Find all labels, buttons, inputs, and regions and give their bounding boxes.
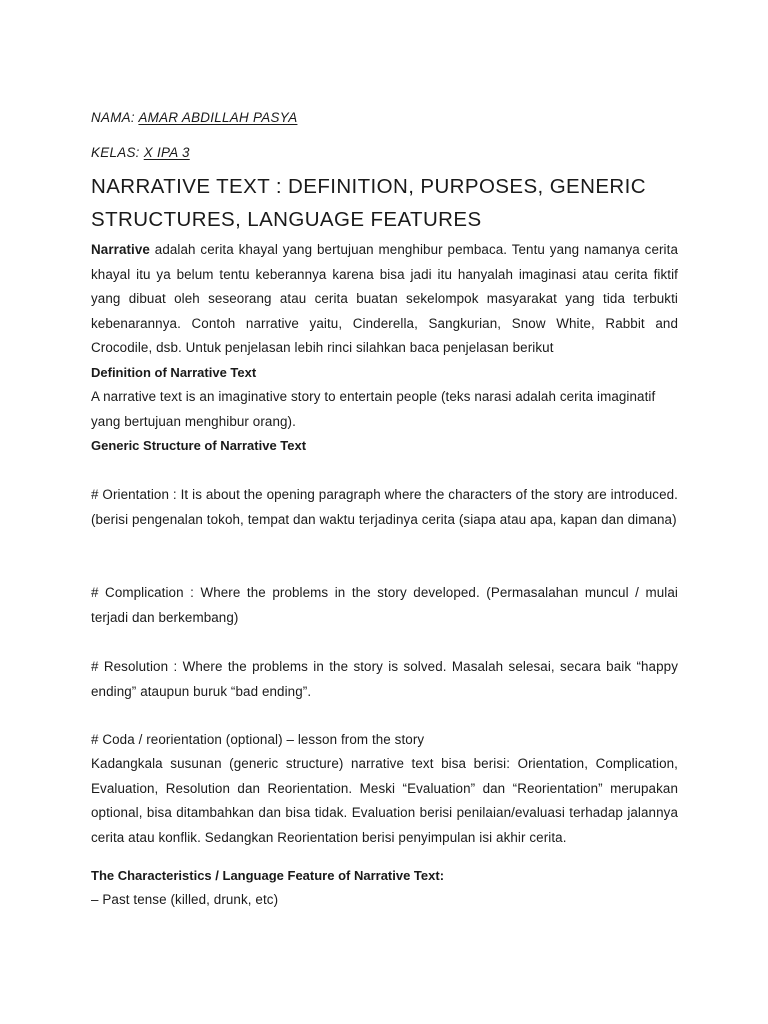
generic-structure-heading: Generic Structure of Narrative Text (91, 438, 307, 453)
intro-paragraph (91, 238, 678, 361)
structure-note-paragraph: Kadangkala susunan (generic structure) narrative text bisa berisi: Orientation, Complication, Evaluation, Resolution dan Reorientation. Meski “Evaluation” dan “Reorientation” merupakan optional, bisa ditambahkan dan bisa tidak. Evaluation berisi penilaian/evaluasi terhadap jalannya cerita atau konflik. Sedangkan Reorientation berisi penyimpulan isi akhir cerita. (91, 756, 678, 845)
definition-section (91, 361, 678, 434)
complication-paragraph: # Complication : Where the problems in the story developed. (Permasalahan muncul / mulai terjadi dan berkembang) (91, 585, 678, 625)
definition-heading: Definition of Narrative Text (91, 365, 257, 380)
characteristics-heading: The Characteristics / Language Feature of Narrative Text: (91, 868, 445, 883)
orientation-paragraph: # Orientation : It is about the opening paragraph where the characters of the story are introduced.(berisi pengenalan tokoh, tempat dan waktu terjadinya cerita (siapa atau apa, kapan dan dimana) (91, 487, 678, 527)
intro-text: adalah cerita khayal yang bertujuan menghibur pembaca. Tentu yang namanya cerita khayal itu ya belum tentu keberannya karena bisa jadi itu hanyalah imaginasi atau cerita fiktif yang dibuat oleh seseorang atau cerita buatan sekelompok masyarakat yang tida terbukti kebenarannya. Contoh narrative yaitu, Cinderella, Sangkurian, Snow White, Rabbit and Crocodile, dsb. Untuk penjelasan lebih rinci silahkan baca penjelasan berikut (91, 242, 678, 355)
name-value: AMAR ABDILLAH PASYA (138, 110, 298, 125)
characteristics-item: – Past tense (killed, drunk, etc) (91, 892, 279, 907)
class-label: KELAS: (91, 145, 144, 160)
coda-paragraph: # Coda / reorientation (optional) – lesson from the story (91, 732, 425, 747)
definition-text: A narrative text is an imaginative story to entertain people (teks narasi adalah cerita imaginatif yang bertujuan menghibur orang). (91, 389, 656, 429)
document-title: NARRATIVE TEXT : DEFINITION, PURPOSES, GENERIC STRUCTURES, LANGUAGE FEATURES (91, 175, 646, 231)
resolution-paragraph: # Resolution : Where the problems in the story is solved. Masalah selesai, secara baik “happy ending” ataupun buruk “bad ending”. (91, 659, 678, 699)
characteristics-section (91, 864, 678, 913)
intro-lead-word: Narrative (91, 242, 150, 257)
student-class-line (91, 145, 190, 160)
name-label: NAMA: (91, 110, 139, 125)
class-value: X IPA 3 (143, 145, 190, 160)
student-name-line (91, 110, 297, 125)
